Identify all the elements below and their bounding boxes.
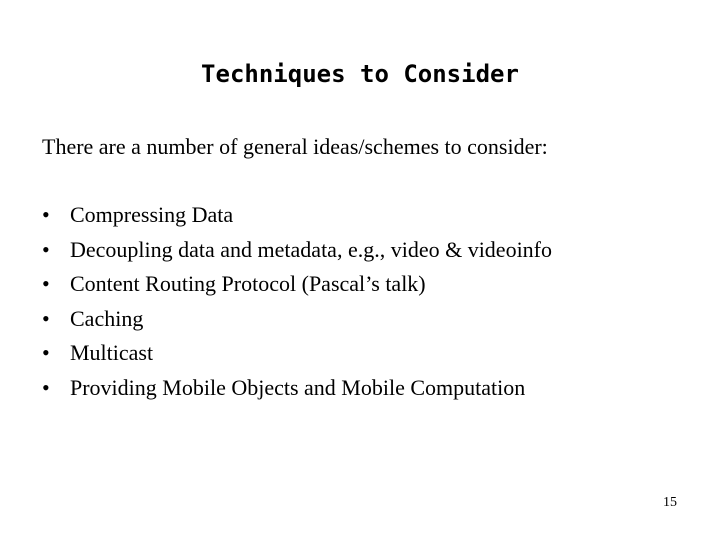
bullet-marker: • [42, 305, 50, 331]
bullet-text: Multicast [70, 340, 154, 365]
bullet-marker: • [42, 374, 50, 400]
bullet-marker: • [42, 340, 50, 365]
page-number: 15 [663, 495, 677, 510]
intro-text: There are a number of general ideas/schemes to consider: [42, 134, 548, 159]
bullet-marker: • [42, 202, 50, 227]
bullet-text: Providing Mobile Objects and Mobile Computation [70, 374, 526, 400]
bullet-marker: • [42, 271, 50, 296]
bullet-text: Content Routing Protocol (Pascal’s talk) [70, 271, 426, 296]
slide-title: Techniques to Consider [201, 60, 519, 88]
bullet-text: Decoupling data and metadata, e.g., video & videoinfo [70, 236, 553, 262]
bullet-marker: • [42, 236, 50, 262]
bullet-text: Compressing Data [70, 202, 234, 227]
bullet-text: Caching [70, 305, 144, 331]
